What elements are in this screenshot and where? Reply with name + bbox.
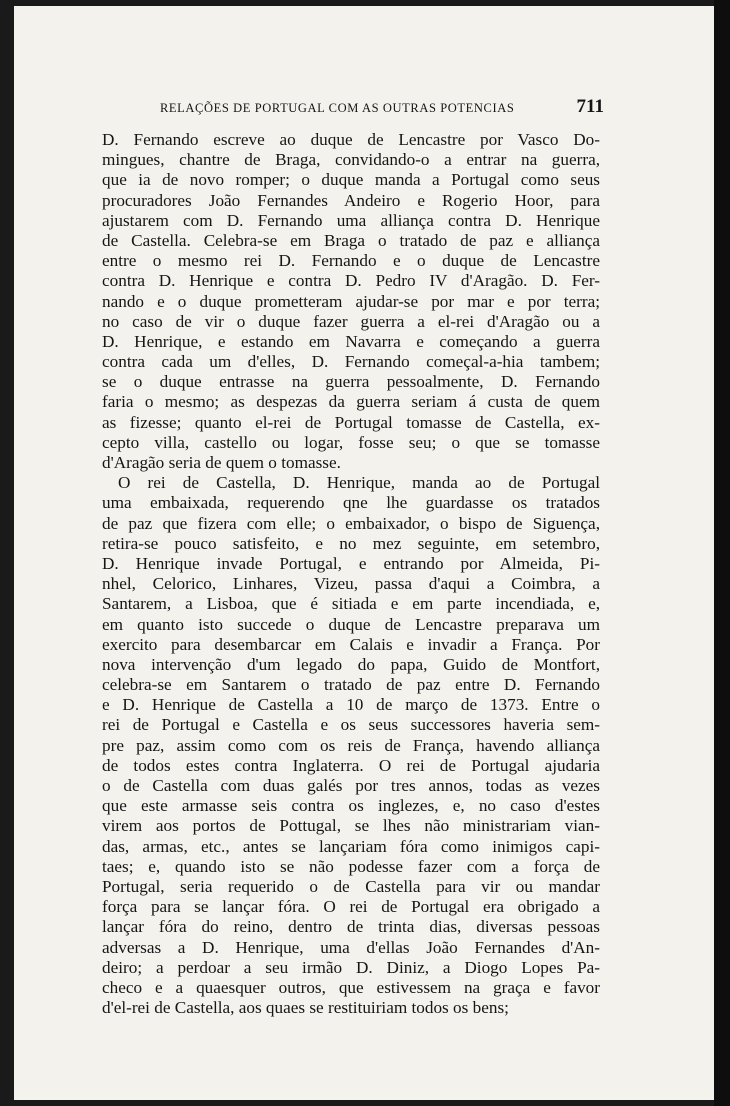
text-line: D. Henrique, e estando em Navarra e começando a guerra <box>102 331 600 351</box>
text-line: contra D. Henrique e contra D. Pedro IV d'Aragão. D. Fer- <box>102 271 600 291</box>
text-line: O rei de Castella, D. Henrique, manda ao de Portugal <box>118 473 600 493</box>
text-line: mingues, chantre de Braga, convidando-o a entrar na guerra, <box>102 150 600 170</box>
book-page <box>14 6 714 1100</box>
text-line: de Castella. Celebra-se em Braga o tratado de paz e alliança <box>102 230 600 250</box>
body-text <box>102 130 600 1018</box>
text-line: nhel, Celorico, Linhares, Vizeu, passa d'aqui a Coimbra, a <box>102 574 600 594</box>
text-line: adversas a D. Henrique, uma d'ellas João Fernandes d'An- <box>102 937 600 957</box>
text-line: de todos estes contra Inglaterra. O rei de Portugal ajudaria <box>102 755 600 775</box>
text-line: checo e a quaesquer outros, que estivessem na graça e favor <box>102 977 600 997</box>
text-line: nova intervenção d'um legado do papa, Guido de Montfort, <box>102 654 600 674</box>
text-line: as fizesse; quanto el-rei de Portugal tomasse de Castella, ex- <box>102 412 600 432</box>
text-line: cepto villa, castello ou logar, fosse seu; o que se tomasse <box>102 432 600 452</box>
text-line: taes; e, quando isto se não podesse fazer com a força de <box>102 856 600 876</box>
text-line: rei de Portugal e Castella e os seus successores haveria sem- <box>102 715 600 735</box>
text-line: que ia de novo romper; o duque manda a Portugal como seus <box>102 170 600 190</box>
text-line: entre o mesmo rei D. Fernando e o duque de Lencastre <box>102 251 600 271</box>
text-line: pre paz, assim como com os reis de França, havendo alliança <box>102 735 600 755</box>
text-line: faria o mesmo; as despezas da guerra seriam á custa de quem <box>102 392 600 412</box>
text-line: d'el-rei de Castella, aos quaes se restituiriam todos os bens; <box>102 998 509 1018</box>
text-line: de paz que fizera com elle; o embaixador, o bispo de Siguença, <box>102 513 600 533</box>
text-line: que este armasse seis contra os inglezes, e, no caso d'estes <box>102 796 600 816</box>
text-line: virem aos portos de Pottugal, se lhes não ministrariam vian- <box>102 816 600 836</box>
text-line: das, armas, etc., antes se lançariam fóra como inimigos capi- <box>102 836 600 856</box>
running-header <box>160 96 604 122</box>
text-line: lançar fóra do reino, dentro de trinta dias, diversas pessoas <box>102 917 600 937</box>
running-title: RELAÇÕES DE PORTUGAL COM AS OUTRAS POTENCIAS <box>160 101 515 115</box>
text-line: no caso de vir o duque fazer guerra a el-rei d'Aragão ou a <box>102 311 600 331</box>
text-line: ajustarem com D. Fernando uma alliança contra D. Henrique <box>102 210 600 230</box>
text-line: em quanto isto succede o duque de Lencastre preparava um <box>102 614 600 634</box>
text-line: d'Aragão seria de quem o tomasse. <box>102 453 341 472</box>
page-number: 711 <box>576 96 604 117</box>
text-line: força para se lançar fóra. O rei de Portugal era obrigado a <box>102 897 600 917</box>
text-line: D. Fernando escreve ao duque de Lencastre por Vasco Do- <box>102 130 600 149</box>
text-line: e D. Henrique de Castella a 10 de março de 1373. Entre o <box>102 695 600 715</box>
text-line: procuradores João Fernandes Andeiro e Rogerio Hoor, para <box>102 190 600 210</box>
text-line: celebra-se em Santarem o tratado de paz entre D. Fernando <box>102 675 600 695</box>
scan-edge <box>714 0 730 1106</box>
text-line: deiro; a perdoar a seu irmão D. Diniz, a Diogo Lopes Pa- <box>102 957 600 977</box>
text-line: D. Henrique invade Portugal, e entrando por Almeida, Pi- <box>102 553 600 573</box>
text-line: exercito para desembarcar em Calais e invadir a França. Por <box>102 634 600 654</box>
text-line: nando e o duque prometteram ajudar-se por mar e por terra; <box>102 291 600 311</box>
text-line: o de Castella com duas galés por tres annos, todas as vezes <box>102 776 600 795</box>
text-line: Santarem, a Lisboa, que é sitiada e em parte incendiada, e, <box>102 594 600 614</box>
text-line: Portugal, seria requerido o de Castella para vir ou mandar <box>102 876 600 896</box>
text-line: retira-se pouco satisfeito, e no mez seguinte, em setembro, <box>102 533 600 553</box>
text-line: contra cada um d'elles, D. Fernando começal-a-hia tambem; <box>102 352 600 372</box>
text-line: se o duque entrasse na guerra pessoalmente, D. Fernando <box>102 372 600 392</box>
text-line: uma embaixada, requerendo qne lhe guardasse os tratados <box>102 493 600 513</box>
